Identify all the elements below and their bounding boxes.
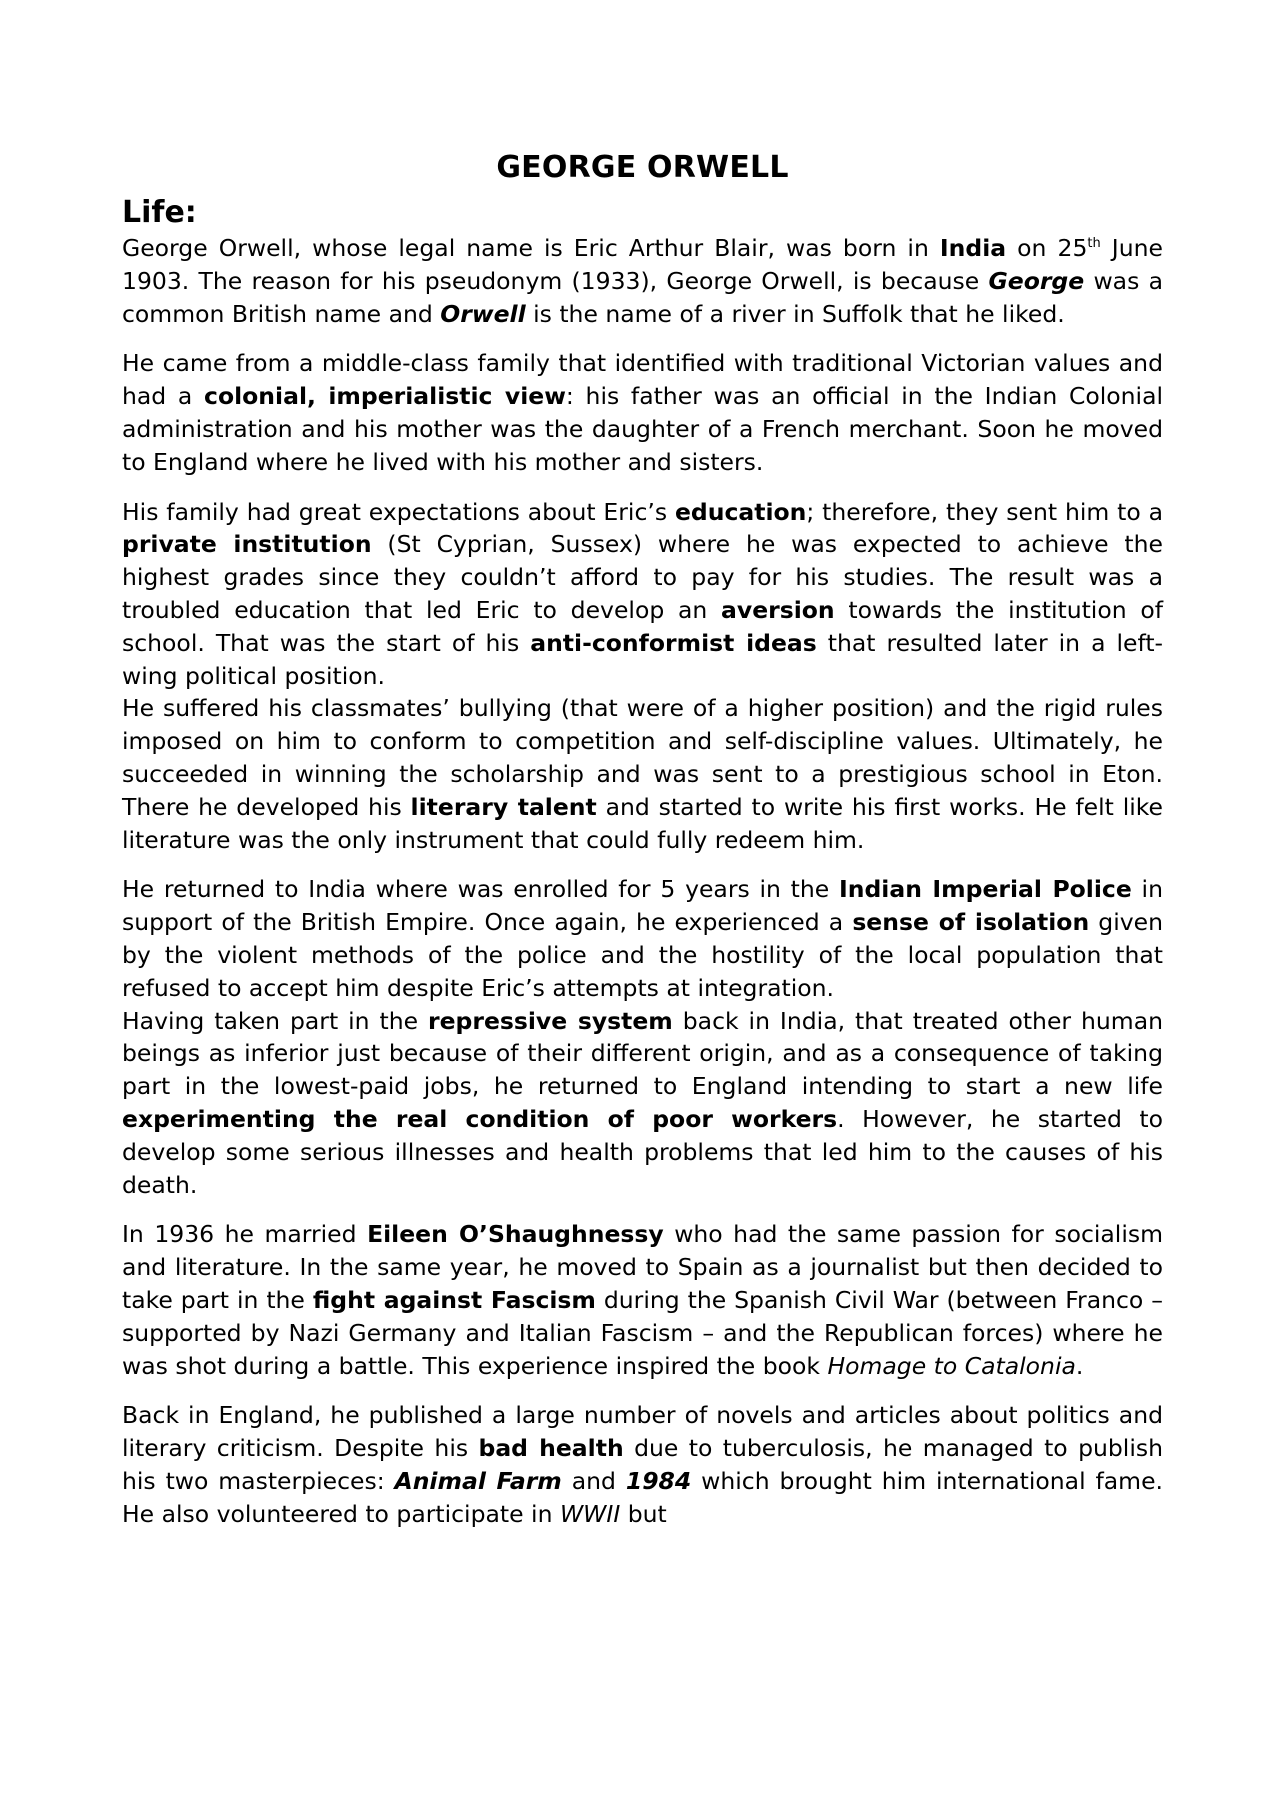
emphasis-run: Orwell: [440, 299, 526, 328]
text-run: His family had great expectations about Eric’s: [122, 497, 675, 526]
text-run: In 1936 he married: [122, 1220, 368, 1249]
text-run: June 1903. The reason for his pseudonym (1933), George Orwell, is because: [122, 234, 1163, 295]
text-run: who had the same passion for socialism and literature. In the same year, he moved to Spain as a journalist but then decided to take part in the: [122, 1220, 1163, 1314]
text-run: Having taken part in the: [122, 1006, 429, 1035]
emphasis-run: Eileen O’Shaughnessy: [367, 1220, 664, 1249]
text-run: : his father was an official in the Indian Colonial administration and his mother was the daughter of a French merchant. Soon he moved to England where he lived with his mother and sisters.: [122, 382, 1163, 476]
paragraph: [122, 1218, 1163, 1382]
document-page: [122, 150, 1163, 1547]
text-run: during the Spanish Civil War (between Franco – supported by Nazi Germany and Italian Fascism – and the Republican forces) where he was shot during a battle. This experience inspired the book: [122, 1285, 1163, 1380]
text-run: He suffered his classmates’ bullying (that were of a higher position) and the rigid rules imposed on him to conform to competition and self-discipline values. Ultimately, he succeeded in winning the scholarship and was sent to a prestigious school in Eton. There he developed his: [122, 694, 1163, 821]
text-run: and: [561, 1466, 626, 1495]
text-run: ; therefore, they sent him to a: [806, 497, 1163, 526]
text-run: (St Cyprian, Sussex) where he was expected to achieve the highest grades since they couldn’t afford to pay for his studies. The result was a troubled education that led Eric to develop an: [122, 530, 1164, 624]
emphasis-run: bad health: [478, 1434, 624, 1463]
text-run: in support of the British Empire. Once again, he experienced a: [122, 875, 1163, 937]
text-run: and started to write his first works. He felt like literature was the only instrument that could fully redeem him.: [122, 792, 1163, 854]
text-run: that resulted later in a left-wing political position.: [122, 628, 1164, 690]
text-run: . However, he started to develop some serious illnesses and health problems that led him to the causes of his death.: [122, 1104, 1163, 1199]
paragraph: [122, 1005, 1163, 1202]
text-run: given by the violent methods of the police and the hostility of the local population that refused to accept him despite Eric’s attempts at integration.: [122, 908, 1163, 1002]
paragraph: [122, 692, 1163, 856]
paragraph: [122, 232, 1163, 330]
emphasis-run: Indian Imperial Police: [839, 875, 1132, 904]
emphasis-run: George: [988, 266, 1085, 295]
emphasis-run: Homage to Catalonia: [827, 1351, 1076, 1380]
section-heading-life: Life:: [122, 195, 197, 230]
text-run: is the name of a river in Suffolk that he liked.: [525, 299, 1065, 328]
emphasis-run: WWII: [559, 1499, 621, 1528]
emphasis-run: aversion: [721, 595, 835, 624]
emphasis-run: experimenting the real condition of poor workers: [122, 1104, 838, 1133]
emphasis-run: sense of isolation: [852, 908, 1090, 937]
paragraph: [122, 347, 1163, 478]
text-run: back in India, that treated other human beings as inferior just because of their different origin, and as a consequence of taking part in the lowest-paid jobs, he returned to England intending to start a new life: [122, 1006, 1163, 1101]
text-run: Back in England, he published a large number of novels and articles about politics and literary criticism. Despite his: [122, 1401, 1163, 1463]
text-run: George Orwell, whose legal name is Eric Arthur Blair, was born in: [122, 234, 940, 262]
paragraph: [122, 1399, 1163, 1530]
document-body: [122, 232, 1163, 1530]
emphasis-run: repressive system: [428, 1006, 673, 1035]
emphasis-run: Animal Farm: [394, 1466, 562, 1495]
superscript: th: [1087, 236, 1101, 252]
text-run: on 25: [1006, 234, 1088, 262]
emphasis-run: education: [674, 497, 807, 526]
emphasis-run: literary talent: [410, 792, 597, 821]
text-run: .: [1075, 1351, 1084, 1380]
text-run: which brought him international fame. He also volunteered to participate in: [122, 1466, 1163, 1528]
text-run: He came from a middle-class family that identified with traditional Victorian values and had a: [122, 349, 1163, 411]
emphasis-run: private institution: [122, 530, 372, 559]
paragraph: [122, 873, 1163, 1004]
emphasis-run: 1984: [625, 1466, 692, 1495]
text-run: was a common British name and: [122, 266, 1163, 328]
emphasis-run: India: [939, 234, 1007, 262]
text-run: He returned to India where was enrolled for 5 years in the: [122, 875, 840, 904]
text-run: towards the institution of school. That was the start of his: [122, 595, 1163, 657]
text-run: due to tuberculosis, he managed to publish his two masterpieces:: [122, 1434, 1163, 1495]
document-title: GEORGE ORWELL: [496, 150, 789, 185]
text-run: but: [620, 1499, 667, 1528]
emphasis-run: anti-conformist ideas: [530, 628, 817, 657]
paragraph: [122, 496, 1163, 693]
emphasis-run: colonial, imperialistic view: [204, 382, 566, 411]
emphasis-run: fight against Fascism: [312, 1285, 596, 1314]
